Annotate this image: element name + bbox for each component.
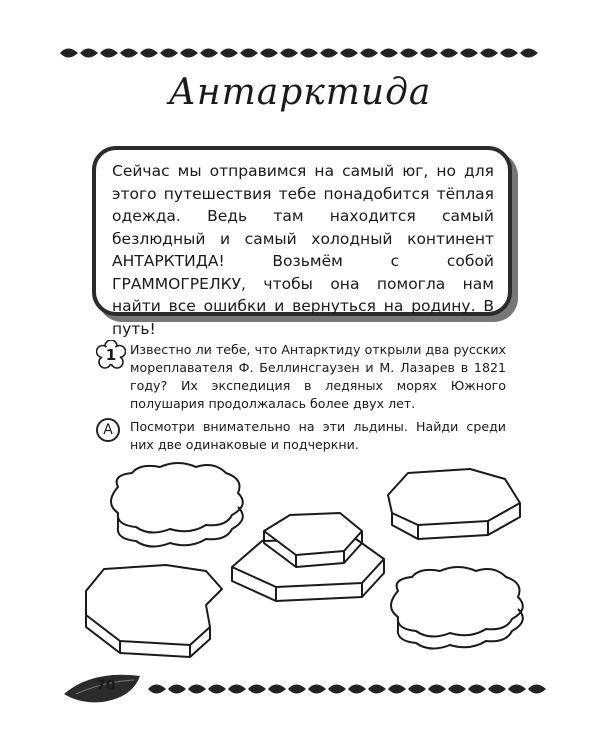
leaf-ornament <box>420 49 438 58</box>
leaf-ornament <box>508 685 526 694</box>
leaf-ornament <box>220 49 238 58</box>
leaf-ornament <box>380 49 398 58</box>
task-a-letter: А <box>96 418 120 442</box>
leaf-ornament <box>80 49 98 58</box>
leaf-ornament <box>120 49 138 58</box>
leaf-ornament <box>228 685 246 694</box>
page-title: Антарктида <box>168 72 432 113</box>
leaf-ornament <box>500 49 518 58</box>
ice-floe-polygon-1[interactable] <box>388 469 520 539</box>
leaf-ornament <box>340 49 358 58</box>
decorative-leaf-border-top <box>0 40 600 66</box>
intro-text: Сейчас мы отправимся на самый юг, но для этого путешествия тебе понадобится тёплая одежда. Ведь там находится самый безлюдный и самый холодный континент АНТАРКТИДА! Возьмём с собой ГРАММОГРЕЛКУ, чтобы она помогла нам найти все ошибки и вернуться на родину. В путь! <box>112 162 494 338</box>
leaf-ornament <box>480 49 498 58</box>
ice-floe-layered[interactable] <box>232 513 384 601</box>
leaf-ornament <box>168 685 186 694</box>
ice-floe-cloud-1[interactable] <box>111 463 243 547</box>
leaf-ornament <box>528 685 546 694</box>
task-a <box>96 418 506 454</box>
leaf-ornament <box>288 685 306 694</box>
leaf-ornament <box>200 49 218 58</box>
task-1-number: 1 <box>105 346 117 364</box>
task-a-text: Посмотри внимательно на эти льдины. Найди среди них две одинаковые и подчеркни. <box>130 419 506 452</box>
leaf-ornament <box>60 49 78 58</box>
leaf-ornament <box>148 685 166 694</box>
leaf-ornament <box>188 685 206 694</box>
leaf-ornament <box>328 685 346 694</box>
leaf-ornament <box>408 685 426 694</box>
leaf-ornament <box>368 685 386 694</box>
leaf-ornament <box>240 49 258 58</box>
ice-floe-cloud-2[interactable] <box>391 567 523 649</box>
task-1 <box>96 341 506 413</box>
leaf-ornament <box>208 685 226 694</box>
leaf-ornament <box>440 49 458 58</box>
leaf-ornament <box>460 49 478 58</box>
leaf-ornament <box>268 685 286 694</box>
leaf-ornament <box>388 685 406 694</box>
leaf-ornament <box>300 49 318 58</box>
leaf-ornament <box>348 685 366 694</box>
leaf-ornament <box>320 49 338 58</box>
leaf-ornament <box>488 685 506 694</box>
leaf-ornament <box>160 49 178 58</box>
leaf-ornament <box>448 685 466 694</box>
leaf-ornament <box>308 685 326 694</box>
leaf-ornament <box>100 49 118 58</box>
ice-floes-illustration <box>0 455 600 675</box>
leaf-ornament <box>400 49 418 58</box>
task-1-text: Известно ли тебе, что Антарктиду открыли два русских мореплавателя Ф. Беллинсгаузен и М. Лазарев в 1821 году? Их экспедиция в ледяных морях Южного полушария продолжалась более двух лет. <box>130 342 506 411</box>
leaf-ornament <box>248 685 266 694</box>
intro-text-box <box>92 146 512 338</box>
leaf-ornament <box>180 49 198 58</box>
page-number: 70 <box>96 678 116 694</box>
leaf-ornament <box>260 49 278 58</box>
leaf-ornament <box>520 49 538 58</box>
leaf-ornament <box>140 49 158 58</box>
ice-floe-polygon-2[interactable] <box>86 565 222 657</box>
leaf-ornament <box>360 49 378 58</box>
leaf-ornament <box>428 685 446 694</box>
leaf-ornament <box>280 49 298 58</box>
leaf-ornament <box>468 685 486 694</box>
